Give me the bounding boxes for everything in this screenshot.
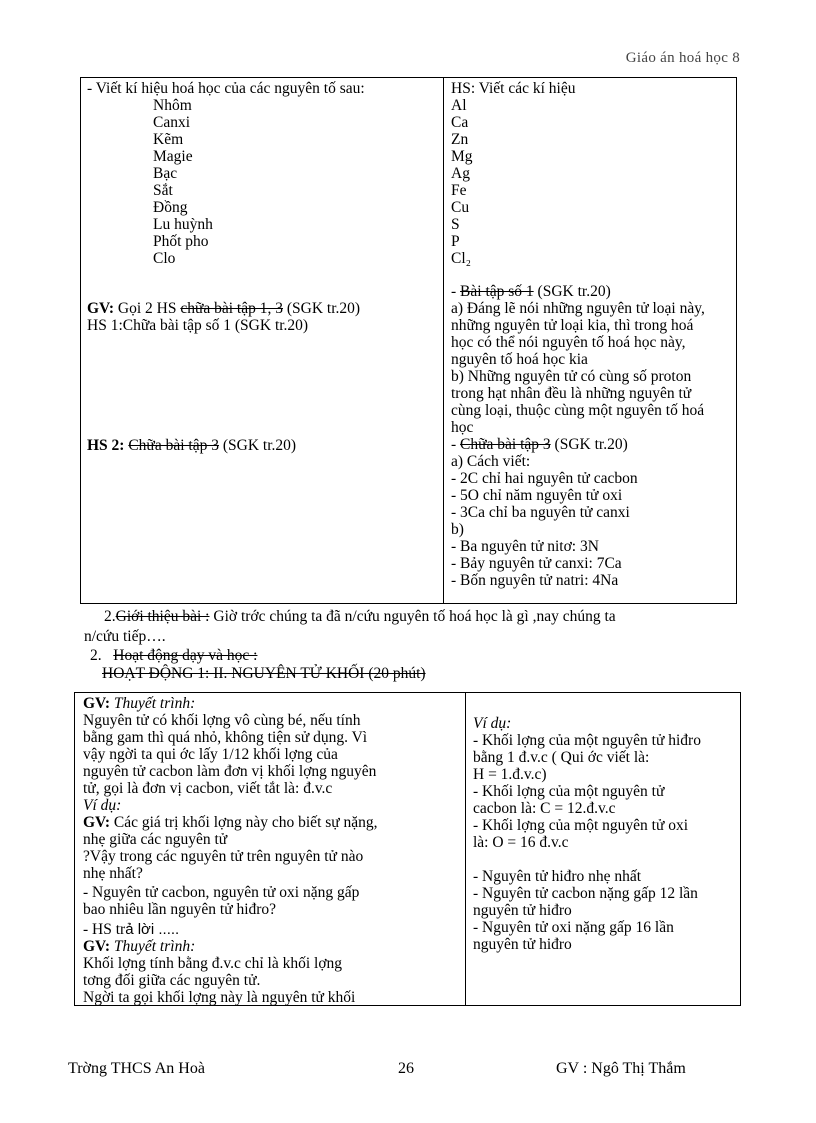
element-name: Sắt bbox=[153, 182, 173, 199]
gv-label: GV: bbox=[83, 938, 110, 955]
text-line: nguyên tử cacbon làm đơn vị khối lợng nguyên bbox=[83, 763, 377, 780]
ex3-strike: Chữa bài tập 3 bbox=[460, 436, 551, 453]
ex1-line: trong hạt nhân đều là những nguyên tử bbox=[451, 385, 692, 402]
gv-presentation bbox=[83, 938, 195, 955]
ex1-line: học có thể nói nguyên tố hoá học này, bbox=[451, 334, 686, 351]
answer-line: - Nguyên tử hiđro nhẹ nhất bbox=[473, 868, 642, 885]
hs-answer-post: ả lời ..... bbox=[125, 921, 180, 938]
text-line: Nguyên tử có khối lợng vô cùng bé, nếu tính bbox=[83, 712, 361, 729]
text-line: ?Vậy trong các nguyên tử trên nguyên tử nào bbox=[83, 848, 364, 865]
activity-heading bbox=[90, 647, 257, 664]
example-label: Ví dụ: bbox=[473, 715, 512, 732]
gv-italic: Thuyết trình: bbox=[110, 938, 196, 955]
answer-line: nguyên tử hiđro bbox=[473, 902, 572, 919]
text-line: Khối lợng tính bằng đ.v.c chỉ là khối lợng bbox=[83, 955, 343, 972]
element-symbol: Ag bbox=[451, 165, 470, 182]
text-line: tử, gọi là đơn vị cacbon, viết tắt là: đ.v.c bbox=[83, 780, 333, 797]
gv-text: Các giá trị khối lợng này cho biết sự nặng, bbox=[110, 814, 378, 831]
ex3-pre: - bbox=[451, 436, 461, 453]
ex3-line: b) bbox=[451, 521, 464, 538]
example-label: Ví dụ: bbox=[83, 797, 122, 814]
element-symbol: Cu bbox=[451, 199, 470, 216]
column-divider bbox=[465, 693, 466, 1005]
text-line: bằng gam thì quá nhỏ, không tiện sử dụng. Vì bbox=[83, 729, 368, 746]
hd-time: (20 phút) bbox=[364, 665, 426, 682]
element-name: Kẽm bbox=[153, 131, 184, 148]
text-line: nhẹ nhất? bbox=[83, 865, 143, 882]
element-symbol: P bbox=[451, 233, 460, 250]
gv-text-post: (SGK tr.20) bbox=[283, 300, 361, 317]
example-line: - Khối lợng của một nguyên tử hiđro bbox=[473, 732, 701, 749]
intro-section bbox=[104, 608, 616, 625]
answer-line: - Nguyên tử cacbon nặng gấp 12 lần bbox=[473, 885, 698, 902]
ex1-post: (SGK tr.20) bbox=[533, 283, 611, 300]
hs2-strike: Chữa bài tập 3 bbox=[128, 437, 219, 454]
gv-instruction bbox=[87, 300, 360, 317]
element-symbol: Fe bbox=[451, 182, 467, 199]
text-line: - Nguyên tử cacbon, nguyên tử oxi nặng gấp bbox=[83, 884, 360, 901]
ex3-line: a) Cách viết: bbox=[451, 453, 531, 470]
element-name: Phốt pho bbox=[153, 233, 209, 250]
ex1-line: những nguyên tử loại kia, thì trong hoá bbox=[451, 317, 694, 334]
hs-answer-pre: - HS tr bbox=[83, 921, 126, 938]
element-name: Magie bbox=[153, 148, 193, 165]
gv-text-strike: chữa bài tập 1, 3 bbox=[180, 300, 283, 317]
intro-num: 2. bbox=[104, 608, 116, 625]
example-line: bằng 1 đ.v.c ( Qui ớc viết là: bbox=[473, 749, 650, 766]
footer-teacher: GV : Ngô Thị Thắm bbox=[556, 1060, 686, 1077]
ex1-pre: - bbox=[451, 283, 461, 300]
element-symbol: Mg bbox=[451, 148, 473, 165]
answer-line: - Nguyên tử oxi nặng gấp 16 lần bbox=[473, 919, 674, 936]
element-name: Bạc bbox=[153, 165, 178, 182]
ex3-line: - 2C chỉ hai nguyên tử cacbon bbox=[451, 470, 638, 487]
exercise-table bbox=[80, 77, 737, 604]
element-symbol: Ca bbox=[451, 114, 469, 131]
text-line: bao nhiêu lần nguyên tử hiđro? bbox=[83, 901, 277, 918]
ex1-strike: Bài tập số 1 bbox=[460, 283, 534, 300]
example-line: là: O = 16 đ.v.c bbox=[473, 834, 569, 851]
text-line: Ngời ta gọi khối lợng này là nguyên tử khối bbox=[83, 989, 356, 1006]
gv-italic: Thuyết trình: bbox=[110, 695, 196, 712]
element-name: Nhôm bbox=[153, 97, 192, 114]
text-line: nhẹ giữa các nguyên tử bbox=[83, 831, 228, 848]
ex3-line: - Ba nguyên tử nitơ: 3N bbox=[451, 538, 599, 555]
example-line: - Khối lợng của một nguyên tử bbox=[473, 783, 665, 800]
column-divider bbox=[443, 78, 444, 603]
gv-text: Gọi 2 HS bbox=[114, 300, 181, 317]
gv-label: GV: bbox=[87, 300, 114, 317]
ex1-line: b) Những nguyên tử có cùng số proton bbox=[451, 368, 692, 385]
ex3-post: (SGK tr.20) bbox=[550, 436, 628, 453]
text-line: vậy ngời ta qui ớc lấy 1/12 khối lợng của bbox=[83, 746, 338, 763]
item2-num: 2. bbox=[90, 647, 102, 664]
ex1-line: a) Đáng lẽ nói những nguyên tử loại này, bbox=[451, 300, 705, 317]
intro-strike: Giới thiệu bài : bbox=[115, 608, 210, 625]
gv-label: GV: bbox=[83, 814, 110, 831]
ex1-line: nguyên tố hoá học kia bbox=[451, 351, 588, 368]
gv-presentation bbox=[83, 695, 195, 712]
example-line: H = 1.đ.v.c) bbox=[473, 766, 547, 783]
example-line: - Khối lợng của một nguyên tử oxi bbox=[473, 817, 689, 834]
intro-text: - Viết kí hiệu hoá học của các nguyên tố sau: bbox=[87, 80, 365, 97]
answer-line: nguyên tử hiđro bbox=[473, 936, 572, 953]
element-symbol: S bbox=[451, 216, 460, 233]
hs2-label: HS 2: bbox=[87, 437, 125, 454]
element-name: Lu huỳnh bbox=[153, 216, 213, 233]
hs-intro: HS: Viết các kí hiệu bbox=[451, 80, 576, 97]
ex3-line: - Bốn nguyên tử natri: 4Na bbox=[451, 572, 619, 589]
footer-page-number: 26 bbox=[398, 1060, 414, 1077]
intro-text: Giờ trớc chúng ta đã n/cứu nguyên tố hoá học là gì ,nay chúng ta bbox=[209, 608, 616, 625]
element-symbol: Zn bbox=[451, 131, 469, 148]
ex3-line: - 3Ca chỉ ba nguyên tử canxi bbox=[451, 504, 630, 521]
ex3-line: - 5O chỉ năm nguyên tử oxi bbox=[451, 487, 623, 504]
element-symbol: Al bbox=[451, 97, 467, 114]
exercise1-heading bbox=[451, 283, 611, 300]
activity-table bbox=[74, 692, 741, 1006]
hd-strike: HOẠT ĐỘNG 1: II. NGUYÊN TỬ KHỐI bbox=[102, 665, 365, 682]
gv-label: GV: bbox=[83, 695, 110, 712]
activity-title bbox=[102, 665, 426, 682]
ex1-line: cùng loại, thuộc cùng một nguyên tố hoá bbox=[451, 402, 705, 419]
text-line: tơng đối giữa các nguyên tử. bbox=[83, 972, 261, 989]
example-line: cacbon là: C = 12.đ.v.c bbox=[473, 800, 616, 817]
item2-strike: Hoạt động dạy và học : bbox=[113, 647, 258, 664]
hs2-line bbox=[87, 437, 296, 454]
hs2-post: (SGK tr.20) bbox=[218, 437, 297, 454]
page-header: Giáo án hoá học 8 bbox=[625, 50, 740, 66]
exercise3-heading bbox=[451, 436, 628, 453]
ex3-line: - Bảy nguyên tử canxi: 7Ca bbox=[451, 555, 622, 572]
ex1-line: học bbox=[451, 419, 474, 436]
element-name: Đồng bbox=[153, 199, 188, 216]
gv-question bbox=[83, 814, 378, 831]
hs1-line: HS 1:Chữa bài tập số 1 (SGK tr.20) bbox=[87, 317, 309, 334]
footer-school: Trờng THCS An Hoà bbox=[68, 1060, 205, 1077]
element-symbol: Cl₂ bbox=[451, 250, 472, 267]
element-name: Canxi bbox=[153, 114, 191, 131]
element-name: Clo bbox=[153, 250, 176, 267]
intro-text-cont: n/cứu tiếp…. bbox=[84, 628, 166, 645]
hs-answer bbox=[83, 921, 179, 938]
